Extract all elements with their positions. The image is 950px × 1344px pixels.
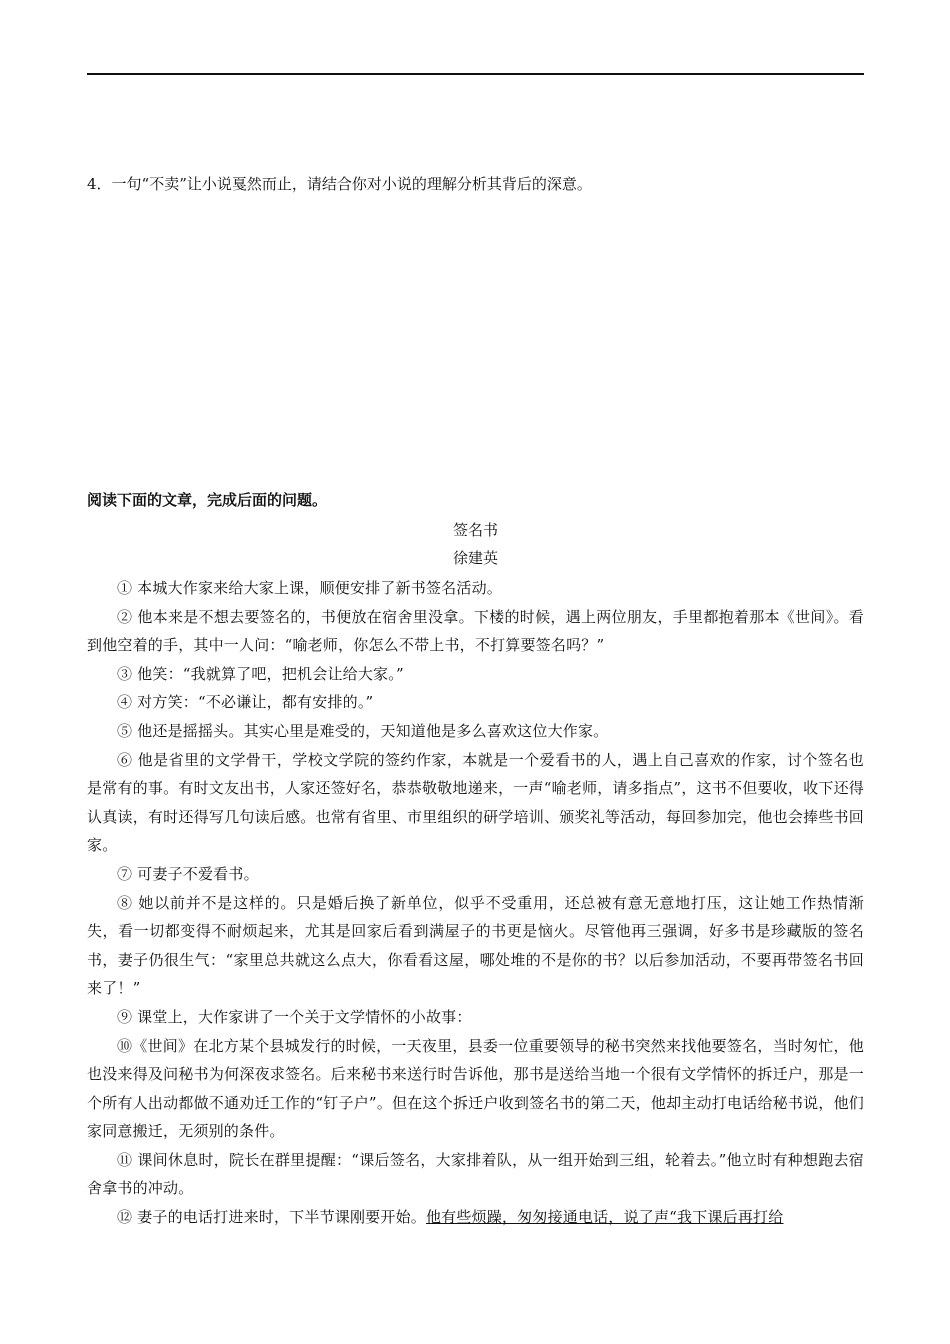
paragraph-4: ④ 对方笑：“不必谦让，都有安排的。” [117,693,374,712]
question-4: 4．一句“不卖”让小说戛然而止，请结合你对小说的理解分析其背后的深意。 [87,175,592,193]
paragraph-11: ⑪ 课间休息时，院长在群里提醒：“课后签名，大家排着队，从一组开始到三组，轮着去。”他立时有种想跑去宿舍拿书的冲动。 [87,1150,864,1198]
paragraph-9: ⑨ 课堂上，大作家讲了一个关于文学情怀的小故事： [117,1007,472,1026]
article-author: 徐建英 [452,549,498,567]
paragraph-6: ⑥ 他是省里的文学骨干，学校文学院的签约作家，本就是一个爱看书的人，遇上自己喜欢的作家，讨个签名也是常有的事。有时文友出书，人家还签好名，恭恭敬敬地递来，一声“喻老师，请多指点”，这书不但要收，收下还得认真读，有时还得写几句读后感。也常有省里、市里组织的研学培训、颁奖礼等活动，每回参加完，他也会捧些书回家。 [87,750,864,855]
paragraph-7: ⑦ 可妻子不爱看书。 [117,864,259,883]
paragraph-10: ⑩《世间》在北方某个县城发行的时候，一天夜里，县委一位重要领导的秘书突然来找他要签名，当时匆忙，他也没来得及问秘书为何深夜求签名。后来秘书来送行时告诉他，那书是送给当地一个很有文学情怀的拆迁户，那是一个所有人出动都做不通劝迁工作的“钉子户”。但在这个拆迁户收到签名书的第二天，他却主动打电话给秘书说，他们家同意搬迁，无须别的条件。 [87,1036,864,1141]
article-title: 签名书 [452,521,498,539]
article-body [87,574,864,1232]
paragraph-3: ③ 他笑：“我就算了吧，把机会让给大家。” [117,664,404,683]
reading-instruction: 阅读下面的文章，完成后面的问题。 [87,491,328,509]
paragraph-12-text: ⑫ 妻子的电话打进来时，下半节课刚要开始。 [117,1208,426,1227]
paragraph-8: ⑧ 她以前并不是这样的。只是婚后换了新单位，似乎不受重用，还总被有意无意地打压，这让她工作热情渐失，看一切都变得不耐烦起来，尤其是回家后看到满屋子的书更是恼火。尽管他再三强调，好多书是珍藏版的签名书，妻子仍很生气：“家里总共就这么点大，你看看这屋，哪处堆的不是你的书？以后参加活动，不要再带签名书回来了！” [87,893,864,998]
paragraph-1: ① 本城大作家来给大家上课，顺便安排了新书签名活动。 [117,579,502,597]
header-rule [87,73,864,75]
paragraph-5: ⑤ 他还是摇摇头。其实心里是难受的，天知道他是多么喜欢这位大作家。 [117,721,609,740]
paragraph-12 [87,1203,864,1232]
underlined-sentence: 他有些烦躁，匆匆接通电话，说了声“我下课后再打给 [425,1208,784,1227]
paragraph-2: ② 他本来是不想去要签名的，书便放在宿舍里没拿。下楼的时候，遇上两位朋友，手里都抱着那本《世间》。看到他空着的手，其中一人问：“喻老师，你怎么不带上书，不打算要签名吗？” [87,607,864,655]
